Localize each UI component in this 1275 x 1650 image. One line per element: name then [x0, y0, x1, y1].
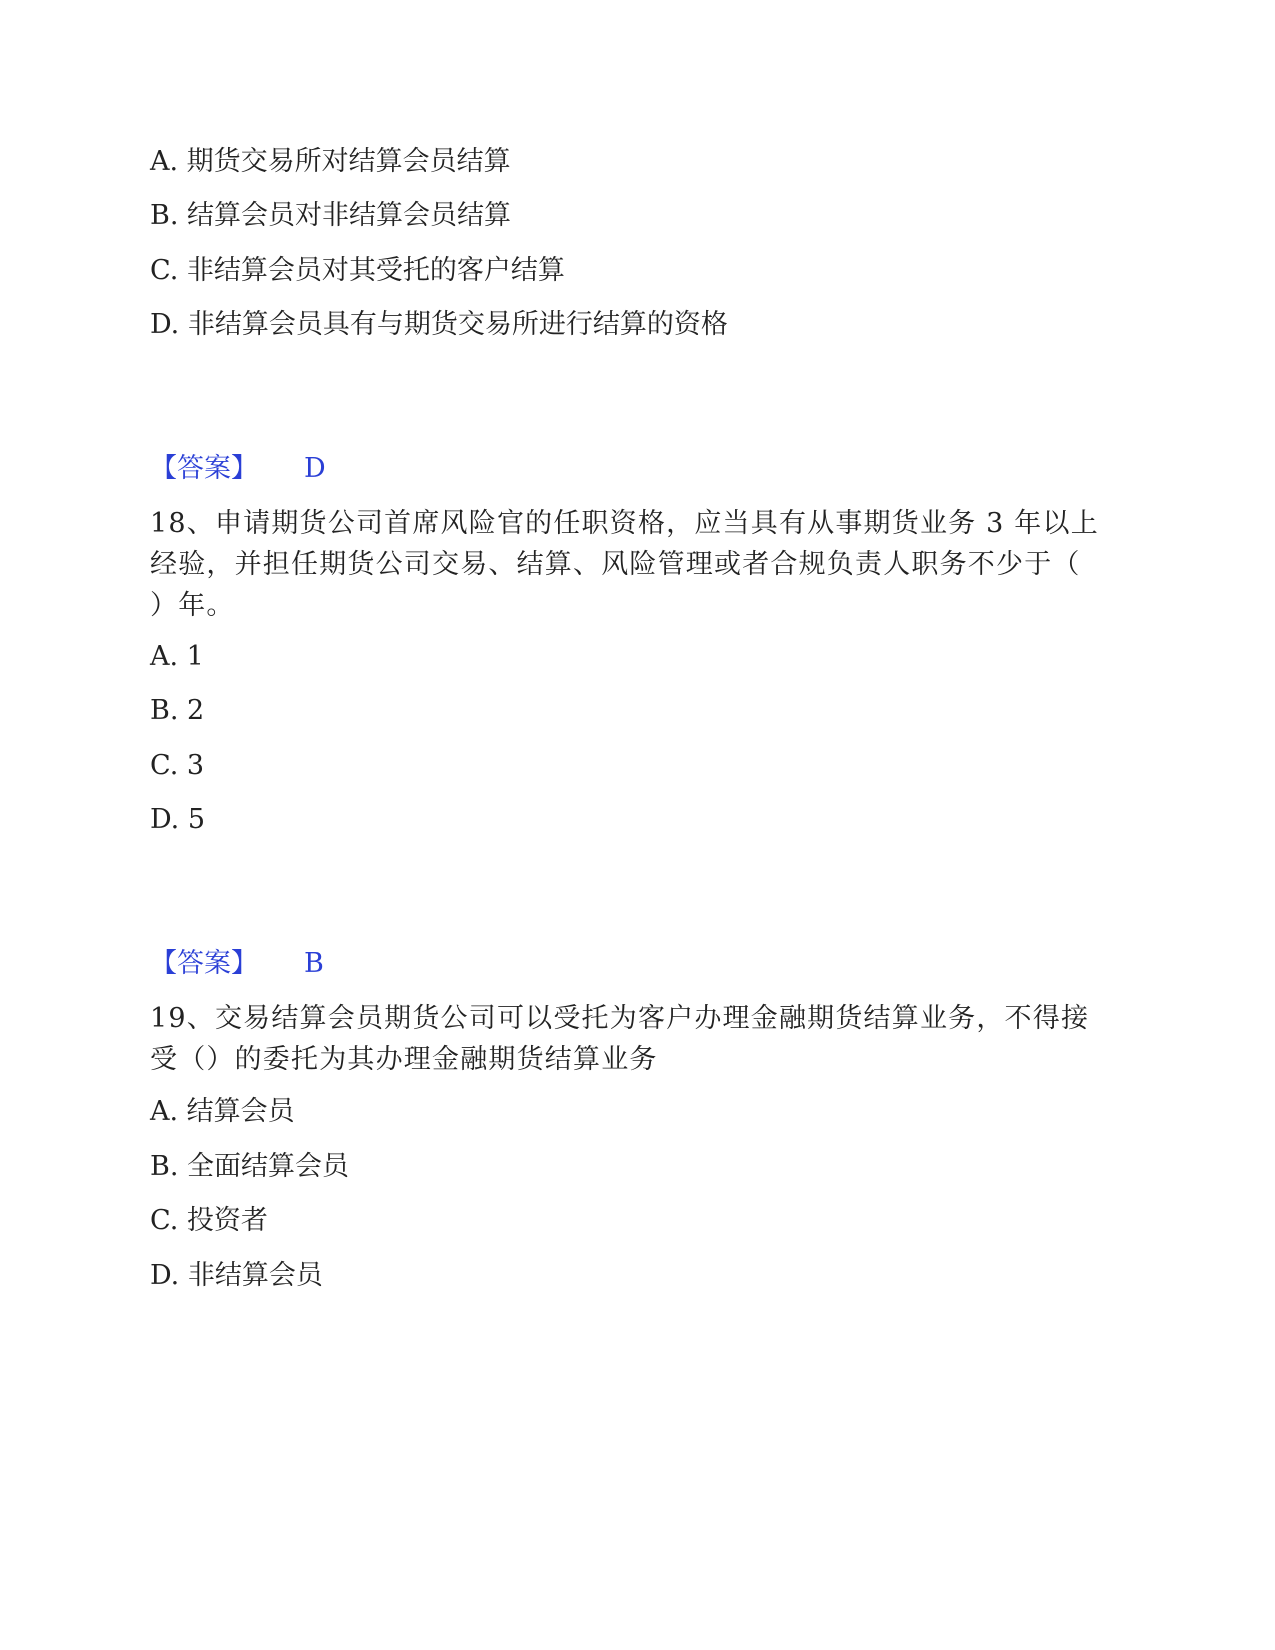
q18-option-c: C. 3: [150, 750, 205, 781]
answer-value: D: [304, 453, 326, 484]
q19-option-c: C. 投资者: [150, 1205, 268, 1236]
q17-option-b: B. 结算会员对非结算会员结算: [150, 200, 512, 231]
q19-option-b: B. 全面结算会员: [150, 1151, 350, 1182]
answer-label: 【答案】: [150, 948, 258, 979]
q18-option-d: D. 5: [150, 804, 206, 835]
q17-option-d: D. 非结算会员具有与期货交易所进行结算的资格: [150, 309, 728, 340]
answer-label: 【答案】: [150, 453, 258, 484]
q17-option-c: C. 非结算会员对其受托的客户结算: [150, 255, 565, 286]
q18-stem: [150, 503, 1110, 626]
q19-stem-line-1: 19、交易结算会员期货公司可以受托为客户办理金融期货结算业务，不得接: [150, 1003, 1090, 1034]
q19-stem: [150, 998, 1110, 1080]
q18-option-a: A. 1: [150, 641, 204, 672]
answer-value: B: [304, 948, 324, 979]
q18-stem-line-3: ）年。: [150, 590, 235, 621]
q19-stem-line-2: 受（）的委托为其办理金融期货结算业务: [150, 1044, 658, 1075]
q17-option-a: A. 期货交易所对结算会员结算: [150, 146, 511, 177]
q18-answer: [150, 944, 324, 984]
q17-answer: [150, 449, 326, 489]
q19-option-a: A. 结算会员: [150, 1096, 295, 1127]
q18-stem-line-2: 经验，并担任期货公司交易、结算、风险管理或者合规负责人职务不少于（: [150, 549, 1081, 580]
q19-option-d: D. 非结算会员: [150, 1260, 323, 1291]
q18-option-b: B. 2: [150, 695, 205, 726]
q18-stem-line-1: 18、申请期货公司首席风险官的任职资格，应当具有从事期货业务 3 年以上: [150, 508, 1099, 539]
